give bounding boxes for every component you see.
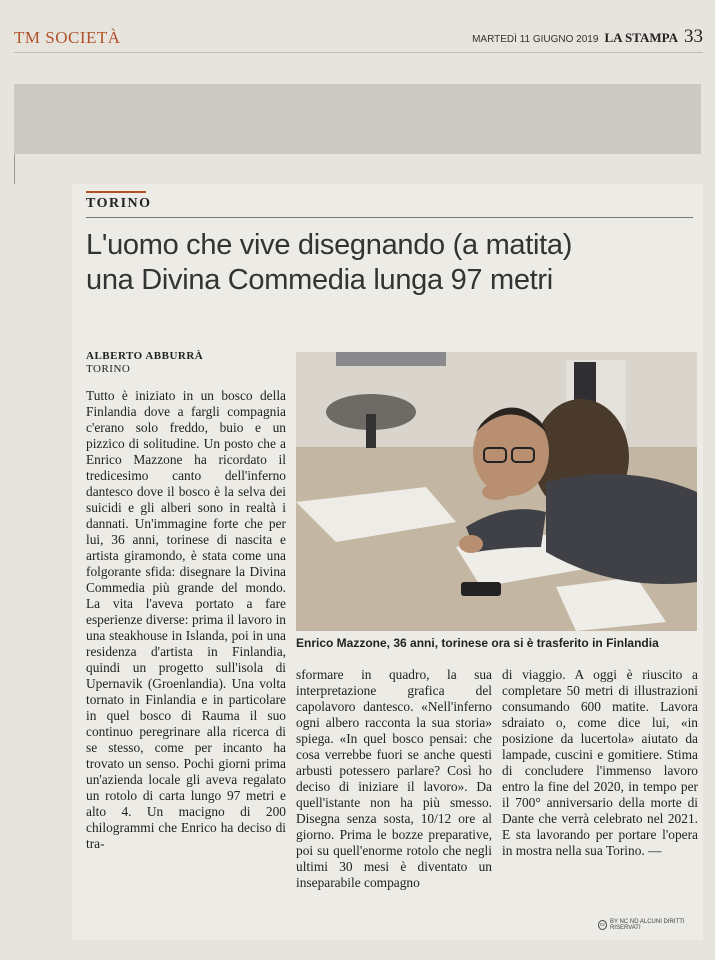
headline-line-2: una Divina Commedia lunga 97 metri [86,264,553,296]
page-header [14,22,703,53]
paper-name: LA STAMPA [604,30,678,45]
article [72,184,703,940]
article-photo [296,352,697,631]
photo-illustration [296,352,697,631]
page-number: 33 [684,26,703,47]
copyright-notice [598,919,703,931]
issue-date: MARTEDÌ 11 GIUGNO 2019 [472,34,599,45]
body-column-1: Tutto è iniziato in un bosco della Finlandia dove a fargli compagnia c'erano solo freddo, buio e un pizzico di solitudine. Un posto che a Enrico Mazzone ha ricordato il tredicesimo canto dell'inferno dantesco dove il bosco è la selva dei suicidi e gli alberi sono in realtà i dannati. Un'immagine forte che per lui, 36 anni, torinese di nascita e artista giramondo, è stata come una folgorante sfida: disegnare la Divina Commedia più grande del mondo. La vita l'aveva portato a fare esperienze diverse: prima il lavoro in una steakhouse in Islanda, poi in una residenza d'artista in Finlandia, quindi un progetto sull'isola di Upernavik (Groenlandia). Una volta tornato in Finlandia e in particolare in quel bosco di Rauma il suo continuo peregrinare alla ricerca di se stesso, come per incanto ha trovato un senso. Pochi giorni prima un'azienda locale gli aveva regalato un rotolo di carta lungo 97 metri e alto 4. Un macigno di 200 chilogrammi che Enrico ha deciso di tra- [86,388,286,851]
category-divider [86,217,693,218]
headline [86,228,686,298]
photo-caption: Enrico Mazzone, 36 anni, torinese ora si è trasferito in Finlandia [296,636,659,650]
divider [14,154,15,184]
category-rule [86,191,146,193]
byline-place: TORINO [86,363,131,375]
article-category: TORINO [86,196,152,211]
masthead [472,26,703,48]
section-title: TM SOCIETÀ [14,28,121,47]
headline-line-1: L'uomo che vive disegnando (a matita) [86,229,573,261]
body-column-2: sformare in quadro, la sua interpretazione grafica del capolavoro dantesco. «Nell'inferno ogni albero racconta la sua storia» spiega. «In quel bosco pensai: che cosa verrebbe fuori se anche questi arbusti potessero parlare? Così ho deciso di iniziare il lavoro». Da quell'istante non ha più smesso. Disegna senza sosta, 10/12 ore al giorno. Prima le bozze preparative, poi su quell'enorme rotolo che negli ultimi 30 mesi è diventato un inseparabile compagno [296,667,492,890]
creative-commons-icon: cc [599,922,605,928]
byline-author: ALBERTO ABBURRÀ [86,350,204,362]
gray-band [14,84,701,154]
copyright-text: BY NC ND ALCUNI DIRITTI RISERVATI [609,919,685,931]
body-column-3: di viaggio. A oggi è riuscito a completare 50 metri di illustrazioni consumando 600 matite. Lavora sdraiato o, come dice lui, «in posizione da lucertola» aiutato da lampade, cuscini e gomitiere. Stima di concludere l'immenso lavoro entro la fine del 2020, in tempo per il 700° anniversario della morte di Dante che verrà celebrato nel 2021. E sta lavorando per portare l'opera in mostra nella sua Torino. — [502,667,698,858]
